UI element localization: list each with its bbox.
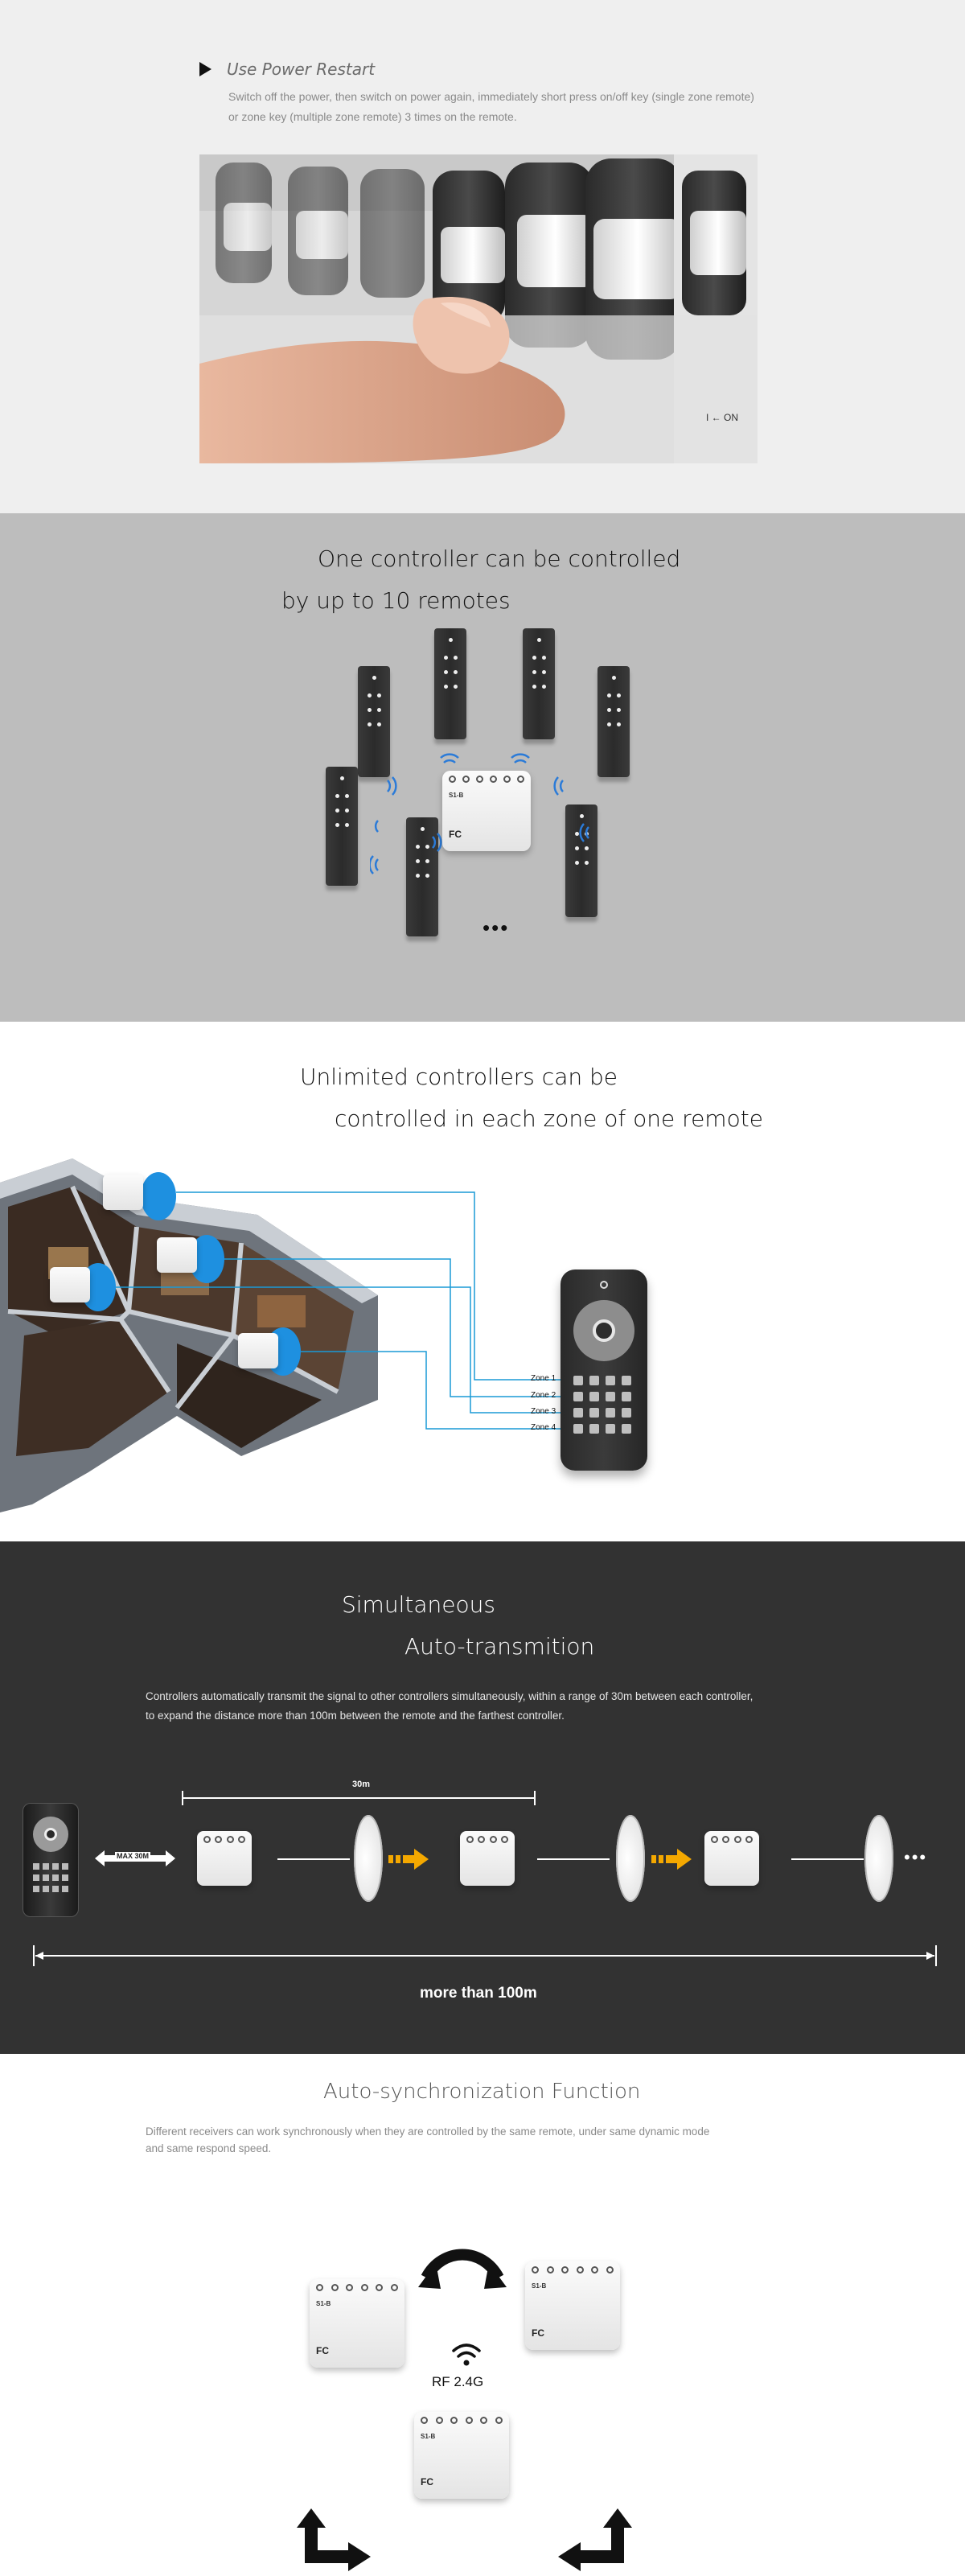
sync-controller-1-model: S1-B: [316, 2300, 331, 2307]
sync-controller-2-fc: FC: [532, 2327, 544, 2339]
breaker-photo: [199, 154, 758, 463]
range-label: 30m: [352, 1780, 371, 1789]
remote-2: [434, 628, 466, 739]
zone-label-1: Zone 1: [531, 1374, 556, 1383]
zone-label-3: Zone 3: [531, 1407, 556, 1416]
zone-remote: [561, 1269, 647, 1471]
power-restart-section: [0, 0, 965, 513]
sync-controller-2-model: S1-B: [532, 2282, 547, 2290]
orange-arrow-1-icon: [388, 1847, 437, 1871]
sync-controller-1: [310, 2279, 404, 2368]
remote-3: [523, 628, 555, 739]
zones-title-line1: Unlimited controllers can be: [300, 1064, 618, 1090]
relay-controller-3: [704, 1831, 759, 1886]
auto-transmission-desc-line1: Controllers automatically transmit the signal to other controllers simultaneously, within a range of 30m between each controller,: [146, 1690, 754, 1702]
orange-arrow-2-icon: [651, 1847, 700, 1871]
breaker-panel-label: I ← ON: [706, 412, 739, 423]
auto-transmission-section: [0, 1541, 965, 2054]
receiver-disk-1: [354, 1815, 383, 1902]
relay-controller-2: [460, 1831, 515, 1886]
signal-line-2: [537, 1858, 610, 1860]
auto-transmission-title-line2: Auto-transmition: [404, 1633, 595, 1660]
more-remotes-ellipsis: •••: [482, 916, 510, 940]
color-wheel: [573, 1300, 634, 1361]
more-controllers-ellipsis: •••: [904, 1847, 928, 1867]
signal-line-1: [277, 1858, 350, 1860]
auto-sync-section: [0, 2054, 965, 2576]
range-tick-left: [182, 1791, 183, 1805]
power-icon: [600, 1281, 608, 1289]
fc-mark: FC: [449, 829, 462, 840]
multi-remote-title-line2: by up to 10 remotes: [281, 587, 511, 614]
sync-controller-1-fc: FC: [316, 2345, 329, 2356]
sync-arrow-right-icon: [555, 2508, 635, 2576]
total-distance-line: [32, 1944, 938, 1968]
multi-remote-section: [0, 513, 965, 1022]
max-range-label: MAX 30M: [117, 1852, 150, 1860]
zone-label-4: Zone 4: [531, 1423, 556, 1432]
wifi-icon: [450, 2341, 482, 2368]
multi-remote-title-line1: One controller can be controlled: [318, 545, 681, 572]
auto-sync-desc-line1: Different receivers can work synchronously when they are controlled by the same remote, under same dynamic mode: [146, 2125, 710, 2138]
total-distance-label: more than 100m: [420, 1985, 537, 2002]
signal-line-3: [791, 1858, 864, 1860]
auto-transmission-desc-line2: to expand the distance more than 100m between the remote and the farthest controller.: [146, 1710, 565, 1722]
range-tick-right: [534, 1791, 536, 1805]
auto-transmission-title-line1: Simultaneous: [342, 1591, 495, 1618]
sync-controller-3-model: S1-B: [421, 2433, 436, 2440]
sync-controller-3-fc: FC: [421, 2476, 433, 2488]
auto-sync-desc-line2: and same respond speed.: [146, 2142, 272, 2154]
play-triangle-icon: [199, 62, 211, 76]
zones-section: [0, 1022, 965, 1541]
power-restart-heading: Use Power Restart: [227, 60, 376, 79]
rf-label: RF 2.4G: [432, 2374, 484, 2389]
zone-wires: [0, 1022, 965, 1541]
device-model-label: S1-B: [449, 792, 464, 799]
controller-device: [442, 771, 531, 851]
sync-arrow-left-icon: [294, 2508, 374, 2576]
receiver-disk-3: [864, 1815, 893, 1902]
power-restart-text-line2: or zone key (multiple zone remote) 3 times on the remote.: [228, 110, 517, 123]
zone-label-2: Zone 2: [531, 1391, 556, 1400]
power-restart-text-line1: Switch off the power, then switch on power again, immediately short press on/off key (single zone remote): [228, 90, 754, 103]
auto-sync-title: Auto-synchronization Function: [323, 2080, 641, 2104]
relay-controller-1: [197, 1831, 252, 1886]
receiver-disk-2: [616, 1815, 645, 1902]
zones-title-line2: controlled in each zone of one remote: [335, 1105, 763, 1132]
range-dimension-line: [182, 1797, 536, 1799]
transmit-remote: [23, 1803, 79, 1917]
remote-5: [326, 767, 358, 886]
sync-controller-2: [525, 2261, 620, 2350]
sync-controller-3: [414, 2412, 509, 2499]
sync-arrow-top-icon: [418, 2239, 507, 2295]
